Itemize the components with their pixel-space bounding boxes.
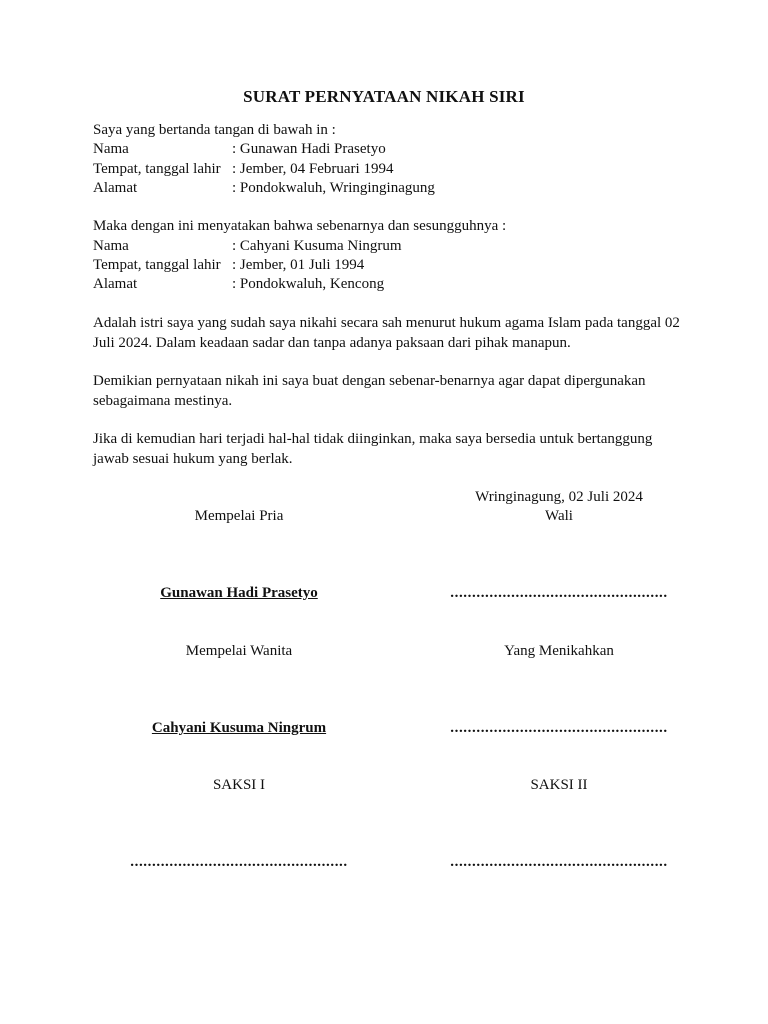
officiant-label: Yang Menikahkan: [504, 643, 614, 659]
intro-text: Saya yang bertanda tangan di bawah in :: [93, 122, 336, 138]
guardian-signature-line: ..................................................: [450, 585, 668, 601]
marriage-paragraph: Adalah istri saya yang sudah saya nikahi secara sah menurut hukum agama Islam pada tanggal 02 Juli 2024. Dalam keadaan sadar dan tanpa adanya paksaan dari pihak manapun.: [93, 315, 680, 351]
field-value: : Pondokwaluh, Kencong: [232, 276, 385, 292]
bride-label: Mempelai Wanita: [185, 643, 293, 659]
groom-label: Mempelai Pria: [194, 508, 284, 524]
field-value: : Pondokwaluh, Wringinginagung: [232, 180, 435, 196]
declaration-paragraph: Demikian pernyataan nikah ini saya buat dengan sebenar-benarnya agar dapat dipergunakan sebagaimana mestinya.: [93, 373, 646, 409]
witness2-label: SAKSI II: [530, 777, 588, 793]
place-date: Wringinagung, 02 Juli 2024: [475, 489, 643, 505]
field-label: Tempat, tanggal lahir: [93, 161, 221, 177]
field-label: Alamat: [93, 276, 138, 292]
field-label: Nama: [93, 238, 129, 254]
officiant-signature-line: ..................................................: [450, 720, 668, 736]
document-title: SURAT PERNYATAAN NIKAH SIRI: [243, 87, 525, 106]
field-value: : Gunawan Hadi Prasetyo: [232, 141, 386, 157]
statement-text: Maka dengan ini menyatakan bahwa sebenarnya dan sesungguhnya :: [93, 218, 507, 234]
field-value: : Jember, 04 Februari 1994: [232, 161, 394, 177]
field-value: : Jember, 01 Juli 1994: [232, 257, 365, 273]
field-label: Alamat: [93, 180, 138, 196]
field-label: Nama: [93, 141, 129, 157]
witness1-signature-line: ..................................................: [130, 854, 348, 870]
guardian-label: Wali: [545, 508, 573, 524]
field-label: Tempat, tanggal lahir: [93, 257, 221, 273]
bride-signature-name: Cahyani Kusuma Ningrum: [151, 720, 327, 736]
groom-signature-name: Gunawan Hadi Prasetyo: [160, 585, 318, 601]
witness2-signature-line: ..................................................: [450, 854, 668, 870]
witness1-label: SAKSI I: [212, 777, 266, 793]
responsibility-paragraph: Jika di kemudian hari terjadi hal-hal tidak diinginkan, maka saya bersedia untuk bertanggung jawab sesuai hukum yang berlak.: [93, 431, 653, 467]
field-value: : Cahyani Kusuma Ningrum: [232, 238, 402, 254]
